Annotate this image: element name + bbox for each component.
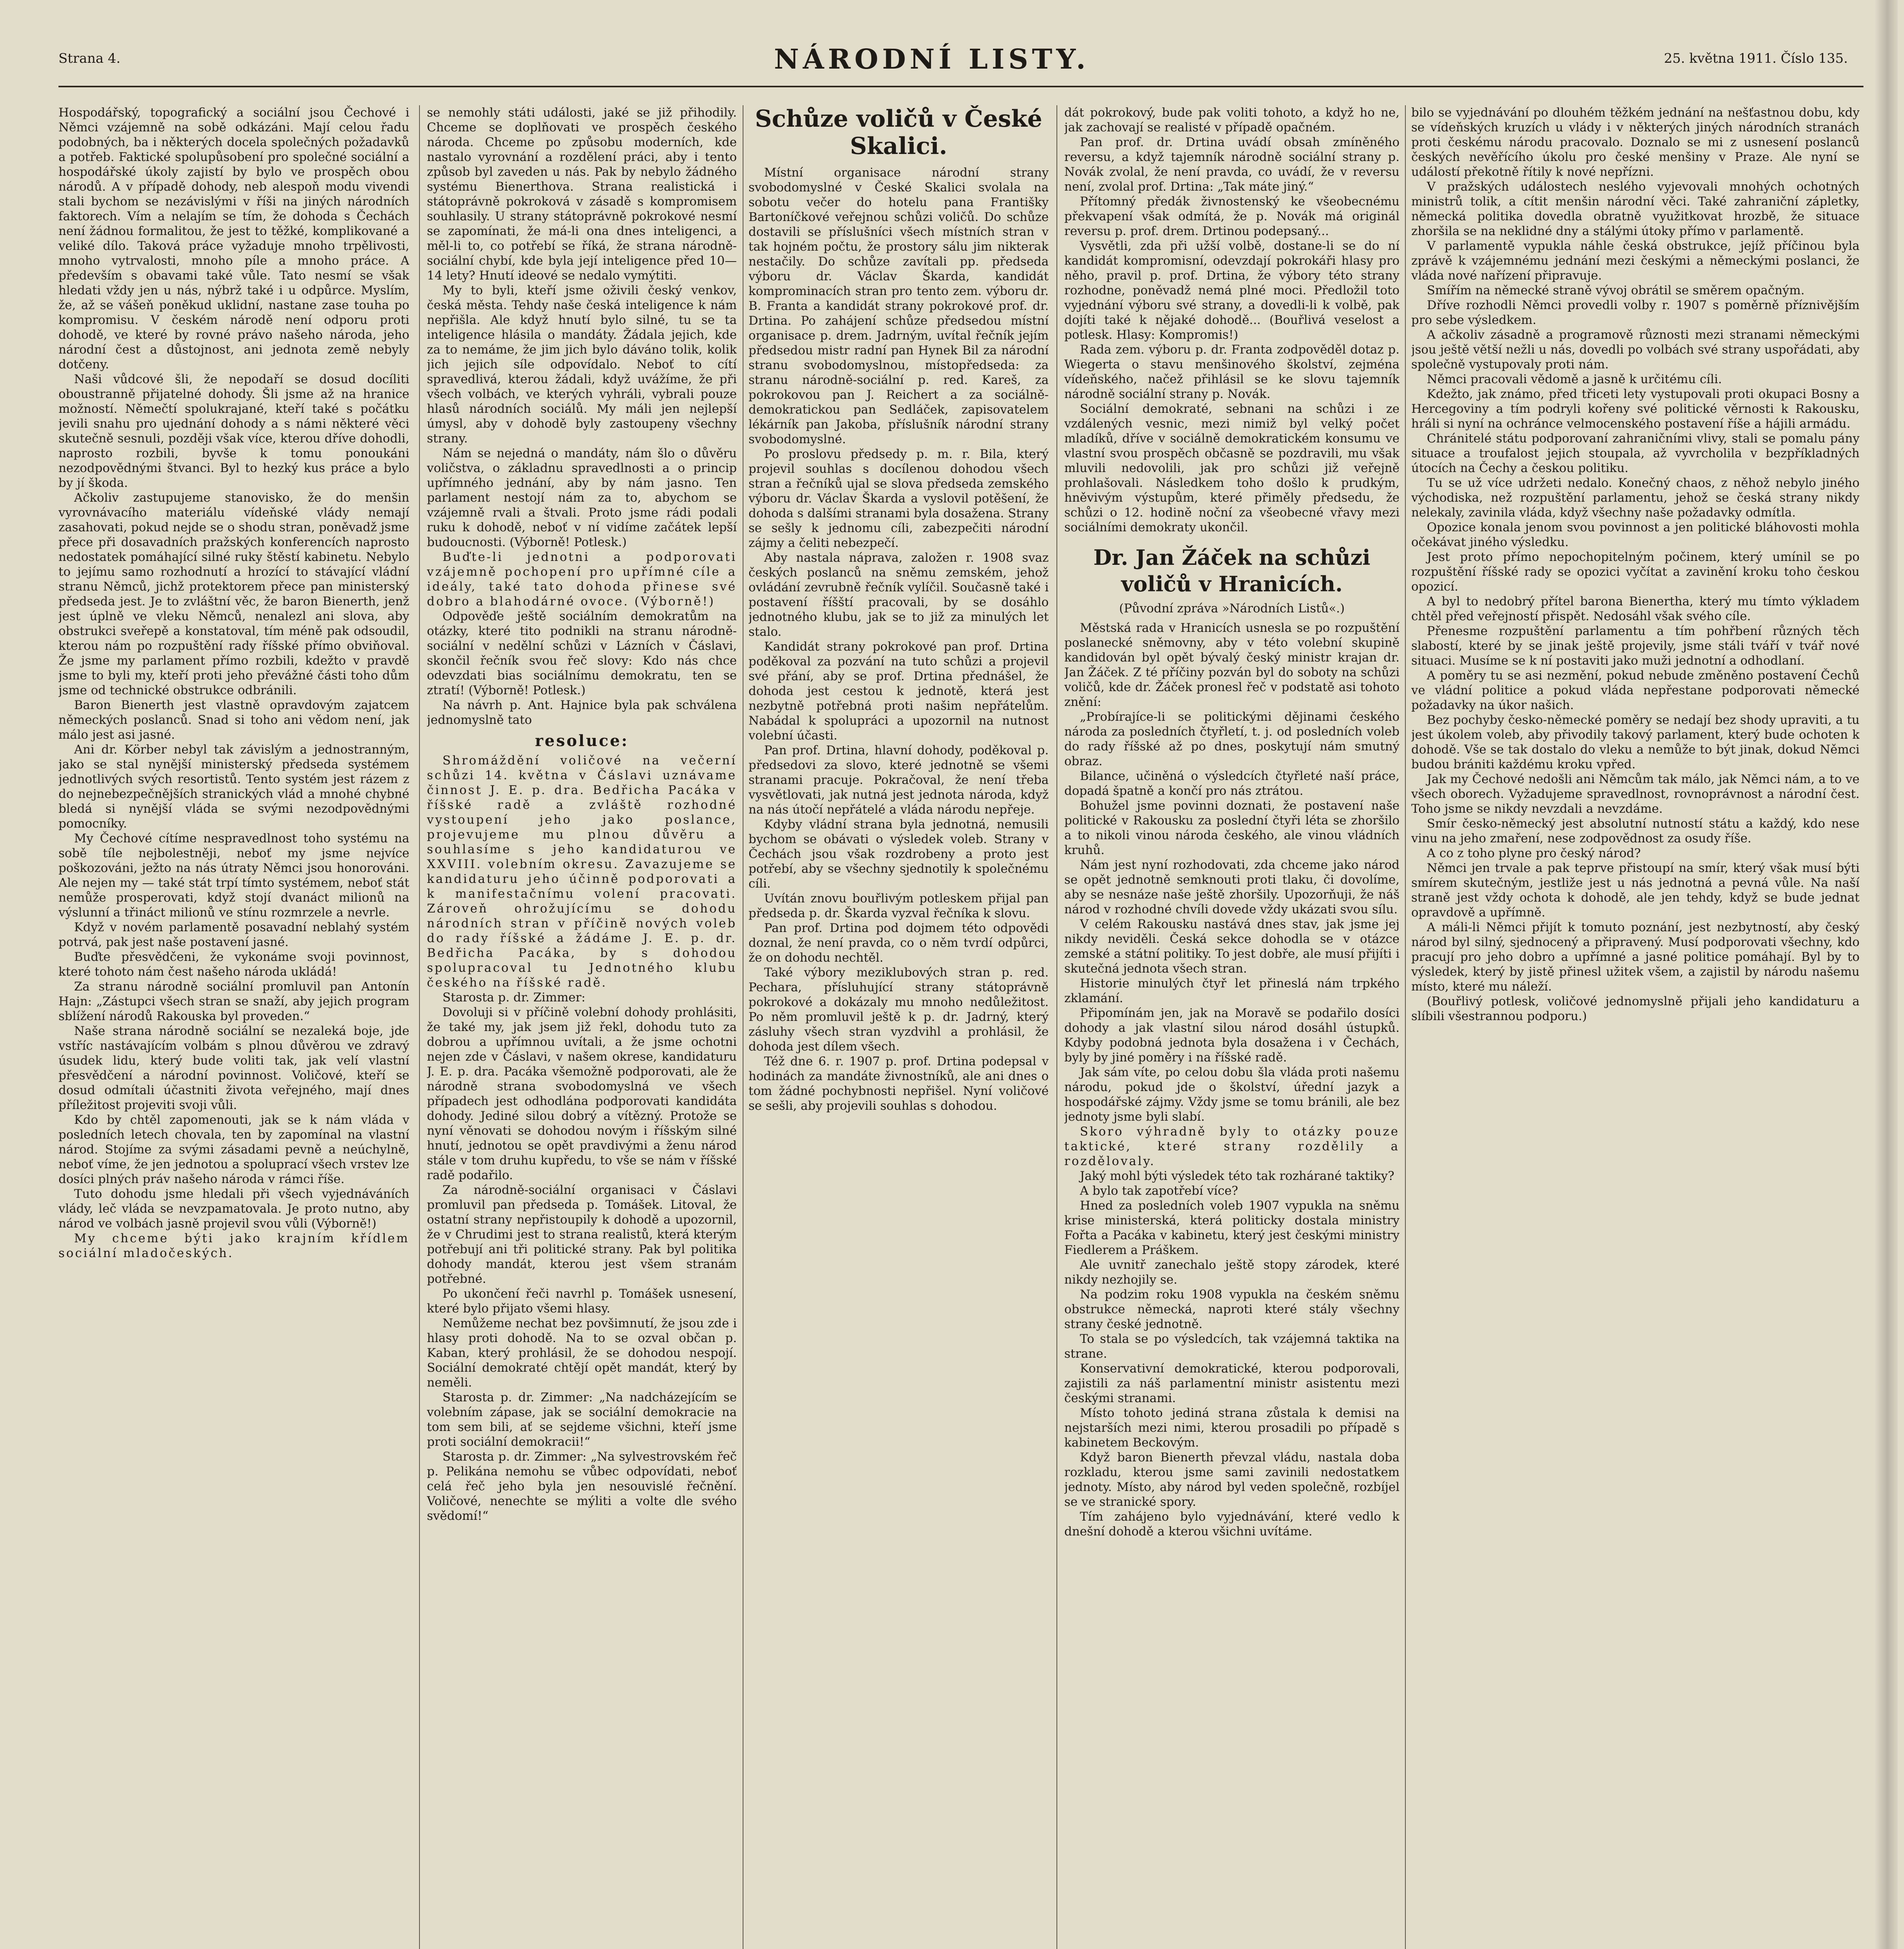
paragraph: Kdyby vládní strana byla jednotná, nemusili bychom se obávati o výsledek voleb. Strany v Čechách jsou však rozdrobeny a proto jest potřebí, aby se všechny sjednotily k společnému cíli. — [749, 817, 1049, 891]
column-divider — [1405, 105, 1406, 1949]
paragraph: Tu se už více udržeti nedalo. Konečný chaos, z něhož nebylo jiného východiska, než rozpuštění parlamentu, jehož se česká strany nikdy nelekaly, zavinila vláda, když všechny naše požadavky odmítla. — [1411, 476, 1860, 520]
resolution-text: Shromáždění voličové na večerní schůzi 14. května v Čáslavi uznávame činnost J. E. p. dra. Bedřicha Pacáka v říšské radě a zvláště rozhodné vystoupení jeho jako poslance, projevujeme mu plnou důvěru a souhlasíme s jeho kandidaturou ve XXVIII. volebním okresu. Zavazujeme se kandidaturu jeho účinně podporovati a k manifestačnímu volení pracovati. Zároveň ohrožujícímu se dohodu národních stran v příčině nových voleb do rady říšské a žádáme J. E. p. dr. Bedřicha Pacáka, by s dohodou spolupracoval tu Jednotného klubu českého na říšské radě. — [427, 753, 737, 990]
paragraph: Skoro výhradně byly to otázky pouze taktické, které strany rozdělily a rozdělovaly. — [1064, 1125, 1400, 1168]
paragraph: Bohužel jsme povinni doznati, že postavení naše politické v Rakousku za poslední čtyři léta se zhoršilo a to nikoli vinou národa českého, ale vinou vládních kruhů. — [1064, 799, 1400, 857]
paragraph: A bylo tak zapotřebí více? — [1080, 1184, 1238, 1198]
paragraph: Po ukončení řeči navrhl p. Tomášek usnesení, které bylo přijato všemi hlasy. — [427, 1287, 737, 1316]
paragraph: „Probírajíce-li se politickými dějinami českého národa za posledních čtyřletí, t. j. od posledních voleb do rady říšské až po dnes, poskytují nám smutný obraz. — [1064, 710, 1400, 768]
paragraph: Jest proto přímo nepochopitelným počinem, který umínil se po rozpuštění říšské rady se opozici vyčítat a zavinění kroku toho českou opozicí. — [1411, 550, 1860, 594]
paragraph: Přítomný předák živnostenský ke všeobecnému překvapení však odmítá, že p. Novák má originál reversu p. prof. drem. Drtinou podepsaný... — [1064, 195, 1400, 238]
paragraph: Starosta p. dr. Zimmer: „Na sylvestrovském řeč p. Pelikána nemohu se vůbec odpovídati, neboť celá řeč jeho byla jen nesouvislé řečnění. Voličové, nenechte se mýliti a volte dle svého svědomí!“ — [427, 1450, 737, 1523]
paragraph: V celém Rakousku nastává dnes stav, jak jsme jej nikdy neviděli. Česká sekce dohodla se v otázce zemské a státní politiky. To jest dobře, ale musí přijíti i skutečná jednota všech stran. — [1064, 917, 1400, 976]
paragraph: Naši vůdcové šli, že nepodaří se dosud docíliti oboustranně přijatelné dohody. Šli jsme až na hranice možností. Němečtí spolukrajané, kteří také s počátku jevili snahu pro ujednání dohody a s námi některé věci skutečně sesnuli, později však více, kterou dříve dohodli, naprosto rozbili, byvše k tomu ponoukáni nezodpovědnými štvanci. Byl to hezký kus práce a bylo by jí škoda. — [58, 372, 409, 490]
article-source: (Původní zpráva »Národních Listů«.) — [1119, 601, 1345, 615]
paragraph: A máli-li Němci přijít k tomuto poznání, jest nezbytností, aby český národ byl silný, sjednocený a připravený. Musí podporovati všechny, kdo pracují pro jeho dobro a upřímné a jasné politice pomáhají. Byl by to výsledek, který by jistě přinesl užitek všem, a zajistil by národu našemu místo, které mu náleží. — [1411, 920, 1860, 994]
paragraph: My chceme býti jako krajním křídlem sociální mladočeských. — [58, 1231, 409, 1260]
page-fold-shadow — [1874, 0, 1898, 1949]
paragraph: V parlamentě vypukla náhle česká obstrukce, jejíž příčinou byla zprávě k vzájemnému jednání mezi českými a německými poslanci, že vláda nové nařízení připravuje. — [1411, 239, 1860, 283]
paragraph: Naše strana národně sociální se nezaleká boje, jde vstříc nastávajícím volbám s plnou důvěrou ve zdravý úsudek lidu, který bude voliti tak, jak velí vlastní přesvědčení a národní povinnost. Voličové, kteří se dosud odmítali účastniti života veřejného, mají dnes příležitost projeviti svoji vůli. — [58, 1024, 409, 1112]
paragraph: Připomínám jen, jak na Moravě se podařilo dosíci dohody a jak vlastní silou národ dosáhl ústupků. Kdyby podobná jednota byla dosažena i v Čechách, byly by jiné poměry i na říšské radě. — [1064, 1006, 1400, 1065]
paragraph: Aby nastala náprava, založen r. 1908 svaz českých poslanců na sněmu zemském, jehož ovládání zevrubně řečník vylíčil. Současně také i postavení říšští pracovali, by se dosáhlo jednotného klubu, jak se to již za minulých let stalo. — [749, 551, 1049, 639]
paragraph: Dovoluji si v příčině volební dohody prohlásiti, že také my, jak jsem již řekl, dohodu tuto za dobrou a upřímnou uvítali, a že jsme ochotni nejen zde v Čáslavi, v našem okrese, kandidaturu J. E. p. dra. Pacáka všemožně podporovati, ale že národně strana svobodomyslná ve všech případech jest odhodlána podporovati kandidáta dohody. Jediné silou dobrý a vítězný. Protože se nyní věnovati se dohodou novým i říšským silné hnutí, jednotou se opět pravdivými a ženu národ stále v tom druhu kupředu, to vše se nám v říšské radě podařilo. — [427, 1005, 737, 1182]
column-5 — [1411, 105, 1860, 1949]
paragraph: Kdežto, jak známo, před třiceti lety vystupovali proti okupaci Bosny a Hercegoviny a tím podryli kořeny své politické věrnosti k Rakousku, hráli si nyní na ochránce velmocenského postavení říše a hájili armádu. — [1411, 387, 1860, 431]
paragraph: Místní organisace národní strany svobodomyslné v České Skalici svolala na sobotu večer do hotelu pana Františky Bartoníčkové veřejnou schůzi voličů. Do schůze dostavili se příslušníci všech místních stran v tak hojném počtu, že prostory sálu jim nikterak nestačily. Do schůze zavítali pp. předseda výboru dr. Václav Škarda, kandidát komprominacích stran pro tento zem. výboru dr. B. Franta a kandidát strany pokrokové prof. dr. Drtina. Po zahájení schůze předsedou místní organisace p. drem. Jadrným, uvítal řečník jejím předsedou mistr radní pan Hynek Bil za národní stranu svobodomyslnou, místopředseda: za stranu národně-sociální p. red. Kareš, za pokrokovou pan J. Reichert a za sociálně-demokratickou pan Sedláček, zapisovatelem lékárník pan Jakoba, příslušník národní strany svobodomyslné. — [749, 166, 1049, 446]
paragraph: dát pokrokový, bude pak voliti tohoto, a když ho ne, jak zachovají se realisté v případě opačném. — [1064, 106, 1400, 134]
paragraph: Vysvětli, zda při užší volbě, dostane-li se do ní kandidát kompromisní, odevzdají pokrokáři hlasy pro něho, pravil p. prof. Drtina, že výbory této strany rozhodne, poněvadž nemá plné moci. Předložil toto vyjednání výboru své strany, a dovedli-li k volbě, pak dojíti také k nějaké dohodě... (Bouřlivá veselost a potlesk. Hlasy: Kompromis!) — [1064, 239, 1400, 342]
paragraph: Sociální demokraté, sebnani na schůzi i ze vzdálených vesnic, mezi nimiž byl velký počet mladíků, dříve v sociálně demokratickém konsumu ve vlastní svou prospěch občasně se pozdravili, mu však mluvili nedovolili, jak pro schůzi již veřejně prohlašovali. Následkem toho došlo k prudkým, hněvivým výstupům, které přiměly předsedu, že schůzi o 12. hodině noční za všeobecné vřavy mezi sociálními demokraty ukončil. — [1064, 402, 1400, 534]
paragraph: Starosta p. dr. Zimmer: „Na nadcházejícím se volebním zápase, jak se sociální demokracie na tom sem bili, ať se sejdeme všichni, kteří jsme proti sociální demokracii!“ — [427, 1390, 737, 1449]
paragraph: Jaký mohl býti výsledek této tak rozhárané taktiky? — [1080, 1169, 1394, 1183]
issue-date: 25. května 1911. Číslo 135. — [1664, 51, 1848, 66]
paragraph: Jak sám víte, po celou dobu šla vláda proti našemu národu, pokud jde o školství, úřední jazyk a hospodářské zájmy. Vždy jsme se tomu bránili, ale bez jednoty jsme byli slabí. — [1064, 1065, 1400, 1124]
paragraph: A poměry tu se asi nezmění, pokud nebude změněno postavení Čechů ve vládní politice a pokud vláda nepřestane podporovati německé požadavky na úkor našich. — [1411, 669, 1860, 712]
paragraph: Nám se nejedná o mandáty, nám šlo o důvěru voličstva, o základnu spravedlnosti a o princip upřímného jednání, aby by nám jasno. Ten parlament nestojí nám za to, abychom se vzájemně rvali a štvali. Proto jsme rádi podali ruku k dohodě, neboť v ní vidíme začátek lepší budoucnosti. (Výborně! Potlesk.) — [427, 446, 737, 549]
paragraph: bilo se vyjednávání po dlouhém těžkém jednání na nešťastnou dobu, kdy se vídeňských kruzích u vlády i v některých jiných národních stranách proti českému národu pracovalo. Doznalo se mi z usnesení poslanců českých nevěřícího úkolu pro české menšiny v Praze. Ale nyní se událostí překotně řítily k nové nepřízni. — [1411, 106, 1860, 179]
column-4 — [1064, 105, 1400, 1949]
paragraph: Také výbory meziklubových stran p. red. Pechara, přísluhující strany státoprávně pokrokové a dokázaly mu mnoho nedůležitost. Po něm promluvil ještě k p. dr. Jadrný, který zásluhy všech stran vyzdvihl a prohlásil, že dohoda jest dílem všech. — [749, 966, 1049, 1054]
paragraph: Opozice konala jenom svou povinnost a jen politické bláhovosti mohla očekávat jiného výsledku. — [1411, 520, 1860, 549]
article-headline: Dr. Jan Žáček na schůzi voličů v Hranicích. — [1093, 545, 1371, 596]
masthead-title: NÁRODNÍ LISTY. — [774, 43, 1090, 75]
paragraph: Městská rada v Hranicích usnesla se po rozpuštění poslanecké sněmovny, aby v této volební skupině kandidován byl opět bývalý český ministr krajan dr. Jan Žáček. Z té příčiny pozván byl do soboty na schůzi voličů, kde dr. Žáček pronesl řeč v podstatě asi tohoto znění: — [1064, 621, 1400, 709]
paragraph: Tím zahájeno bylo vyjednávání, které vedlo k dnešní dohodě a kterou všichni uvítáme. — [1064, 1510, 1400, 1539]
paragraph: Buďte-li jednotni a podporovati vzájemně pochopení pro upřímné cíle a ideály, také tato dohoda přinese své dobro a blahodárné ovoce. (Výborně!) — [427, 550, 737, 608]
page-number: Strana 4. — [58, 51, 120, 66]
resolution-heading: resoluce: — [535, 732, 629, 750]
paragraph: Kandidát strany pokrokové pan prof. Drtina poděkoval za pozvání na tuto schůzi a projevil své přání, aby se prof. Drtina přednášel, že dohoda jest cestou k jednotě, která jest nezbytně potřebná proti našim nepřátelům. Nabádal k spolupráci a upozornil na nutnost volební účasti. — [749, 640, 1049, 743]
paragraph: Chránitelé státu podporovaní zahraničními vlivy, stali se pomalu pány situace a troufalost jejich stoupala, až vyvrcholila v bezpříkladných útocích na Čechy a českou politiku. — [1411, 432, 1860, 475]
paragraph: Ačkoliv zastupujeme stanovisko, že do menšin vyrovnávacího materiálu vídeňské vlády nemají zasahovati, pokud nejde se o shodu stran, poněvadž jsme přece při dosavadních pražských konferencích naprosto nedostatek pomáhající silné ruky štěstí kabinetu. Nebylo to jejímu samo rozhodnutí a hrozící to stávající vládní stranu Němců, jichž protektorem přece pan ministerský předseda jest. Je to zvláštní věc, že baron Bienerth, jenž jest úplně ve vleku Němců, nenalezl ani slova, aby obstrukci sveřepě a konstatoval, tím méně pak odsoudil, kterou nám po rozpuštění rady říšské přímo obviňoval. Že jsme my parlament přímo rozbili, kdežto v pravdě jsme to byli my, kteří proti jeho převážné části toho dům jsme od technické obstrukce odbránili. — [58, 491, 409, 697]
paragraph: My to byli, kteří jsme oživili český venkov, česká města. Tehdy naše česká inteligence k nám nepřišla. Ale když hnutí bylo silné, tu se ta inteligence hlásila o mandáty. Žádala jejich, kde za to nemáme, že jim jich bylo dáváno tolik, kolik jich jejich síle odpovídalo. Neboť to cítí spravedlivá, kterou žádali, když uvážíme, že při všech volbách, ve kterých vyhráli, vybrali pouze hlasů národních sociálů. My máli jen nejlepší úmysl, aby v dohodě byly zastoupeny všechny strany. — [427, 283, 737, 446]
paragraph: A ačkoliv zásadně a programově různosti mezi stranami německými jsou ještě větší nežli u nás, dovedli po volbách své strany uspořádati, aby společně vystupovaly proti nám. — [1411, 328, 1860, 371]
paragraph: A co z toho plyne pro český národ? — [1427, 846, 1641, 860]
paragraph: Za národně-sociální organisaci v Čáslavi promluvil pan předseda p. Tomášek. Litoval, že ostatní strany nepřistoupily k dohodě a upozornil, že v Chrudimi jest to strana realistů, která kterým potřebují ani tři politické strany. Pak byl politika dohody mandát, kterou jest všem stranám potřebné. — [427, 1183, 737, 1286]
paragraph: Když v novém parlamentě posavadní neblahý systém potrvá, pak jest naše postavení jasné. — [58, 920, 409, 949]
paragraph: Uvítán znovu bouřlivým potleskem přijal pan předseda p. dr. Škarda vyzval řečníka k slovu. — [749, 891, 1049, 920]
paragraph: Starosta p. dr. Zimmer: — [442, 990, 586, 1005]
paragraph: Kdo by chtěl zapomenouti, jak se k nám vláda v posledních letech chovala, ten by zapomínal na vlastní národ. Stojíme za svými zásadami pevně a neúchylně, neboť víme, že jen jednotou a spoluprací všech vrstev lze dosíci plných práv našeho národa v rámci říše. — [58, 1113, 409, 1186]
paragraph: Na podzim roku 1908 vypukla na českém sněmu obstrukce německá, naproti které stály všechny strany české jednotně. — [1064, 1288, 1400, 1331]
paragraph: Bez pochyby česko-německé poměry se nedají bez shody upraviti, a tu jest úkolem voleb, aby přivodily takový parlament, který bude ochoten k dohodě. Vše se tak dostalo do vleku a nemůže to být jinak, dokud Němci budou brániti každému kroku vpřed. — [1411, 713, 1860, 771]
paragraph: A byl to nedobrý přítel barona Bienertha, který mu tímto výkladem chtěl před veřejností přispět. Nedosáhl však svého cíle. — [1411, 594, 1860, 623]
paragraph: Po proslovu předsedy p. m. r. Bila, který projevil souhlas s docílenou dohodou všech stran a řečníků ujal se slova předseda zemského výboru dr. Václav Škarda a vyslovil potěšení, že dohoda s dalšími stranami byla dosažena. Strany se sešly k jednomu cíli, zabezpečiti národní zájmy a čeliti nebezpečí. — [749, 447, 1049, 550]
paragraph: Němci jen trvale a pak teprve přistoupí na smír, který však musí býti smírem skutečným, jestliže jest u nás jednotná a pevná vůle. Na naší straně jest vždy ochota k dohodě, ale jen tehdy, když se bude jednat opravdově a upřímně. — [1411, 861, 1860, 920]
paragraph: Němci pracovali vědomě a jasně k určitému cíli. — [1427, 372, 1722, 386]
article-headline: Schůze voličů v České Skalici. — [755, 105, 1042, 160]
column-1 — [58, 105, 409, 1949]
paragraph: Pan prof. Drtina, hlavní dohody, poděkoval p. předsedovi za slovo, které jednotně se všemi stranami pracuje. Pokračoval, že není třeba vysvětlovati, jak nutná jest jednota národa, když na nás útočí nepřátelé a vláda národu nepřeje. — [749, 743, 1049, 817]
paragraph: Hospodářský, topografický a sociální jsou Čechové i Němci vzájemně na sobě odkázáni. Mají celou řadu podobných, ba i některých docela společných požadavků a potřeb. Faktické spolupůsobení pro společné sociální a hospodářské úkoly zajistí by bylo ve prospěch obou národů. A v případě dohody, neb alespoň modu vivendi stali bychom se nezávislými v říši na jiných národních faktorech. Vím a nelajím se tím, že dohoda s Čechách není žádnou formalitou, že jest to těžké, komplikované a veliké dílo. Taková práce vyžaduje mnoho trpělivosti, mnoho vytrvalosti, mnoho píle a mnoho práce. A především s obavami také vůle. Tato nesmí se však hledati vždy jen u nás, nýbrž také i u odpůrce. Myslím, že, až se vášeň poněkud uklidní, nastane zase touha po kompromisu. V českém národě není odporu proti dohodě, ve které by rovné právo našeho národa, jeho národní čest a důstojnost, ani jednota země nebyly dotčeny. — [58, 106, 409, 371]
paragraph: Přenesme rozpuštění parlamentu a tím pohřbení různých těch slabostí, které by se jinak ještě projevily, jsme stáli tváří v tvář nové situaci. Musíme se k ní postaviti jako muži jednotní a odhodlaní. — [1411, 624, 1860, 668]
paragraph: Historie minulých čtyř let přineslá nám trpkého zklamání. — [1064, 976, 1400, 1005]
paragraph: Smířím na německé straně vývoj obrátil se směrem opačným. — [1427, 283, 1805, 297]
paragraph: Rada zem. výboru p. dr. Franta zodpověděl dotaz p. Wiegerta o stavu menšinového školství, zejména vídeňského, načež přihlásil se ke slovu tajemník národně sociální strany p. Novák. — [1064, 343, 1400, 401]
paragraph: Buďte přesvědčeni, že vykonáme svoji povinnost, které tohoto nám čest našeho národa ukládá! — [58, 950, 409, 979]
paragraph: Konservativní demokratické, kterou podporovali, zajistili za náš parlamentní ministr asistentu mezi českými stranami. — [1064, 1362, 1400, 1405]
column-3 — [749, 105, 1049, 1949]
paragraph: Odpověďe ještě sociálním demokratům na otázky, které tito podnikli na stranu národně-sociální v nedělní schůzi v Lázních v Čáslavi, skončil řečník svou řeč slovy: Kdo nás chce odevzdati bias sociálnímu demokratu, ten se ztratí! (Výborně! Potlesk.) — [427, 609, 737, 697]
paragraph: Ani dr. Körber nebyl tak závislým a jednostranným, jako se stal nynější ministerský předseda systémem jednotlivých svých resortistů. Tento systém jest rázem z do nejnebezpečnějších stranických vlád a mnohé chybné bledá si nynější vláda se svými nezodpovědnými pomocníky. — [58, 743, 409, 831]
column-divider — [419, 105, 420, 1949]
page-header — [0, 43, 1863, 90]
paragraph: Hned za posledních voleb 1907 vypukla na sněmu krise ministerská, která politicky dostala ministry Fořta a Pacáka v kabinetu, který jest českými ministry Fiedlerem a Práškem. — [1064, 1199, 1400, 1257]
header-rule — [58, 86, 1863, 87]
paragraph: Když baron Bienerth převzal vládu, nastala doba rozkladu, kterou jsme sami zavinili nedostatkem jednoty. Místo, aby národ byl veden společně, rozbíjel se ve stranické spory. — [1064, 1450, 1400, 1509]
paragraph: Též dne 6. r. 1907 p. prof. Drtina podepsal v hodinách za mandáte živnostníků, ale ani dnes o tom žádné pochybnosti nepřišel. Nyní voličové se sešli, aby projevili souhlas s dohodou. — [749, 1054, 1049, 1113]
paragraph: Smír česko-německý jest absolutní nutností státu a každý, kdo nese vinu na jeho zmaření, nese zodpovědnost za osudy říše. — [1411, 817, 1860, 845]
paragraph: To stala se po výsledcích, tak vzájemná taktika na strane. — [1064, 1332, 1400, 1361]
paragraph: se nemohly státi události, jaké se již přihodily. Chceme se doplňovati ve prospěch českého národa. Chceme po způsobu moderních, kde nastalo vyrovnání a rozdělení práci, aby i tento způsob byl zaveden u nás. Pak by nebylo žádného systému Bienerthova. Strana realistická i státoprávně pokroková v zásadě s kompromisem souhlasily. U strany státoprávně pokrokové nesmí se zapomínati, že má-li ona dnes inteligenci, a měl-li to, co potřebí se říká, že strana národně-sociální chybí, kde byla její inteligence před 10—14 lety? Hnutí ideové se nedalo vymýtiti. — [427, 106, 737, 283]
column-divider — [1056, 105, 1057, 1949]
paragraph: Místo tohoto jediná strana zůstala k demisi na nejstarších mezi nimi, kterou prosadili po případě s kabinetem Beckovým. — [1064, 1406, 1400, 1450]
paragraph: V pražských událostech neslého vyjevovali mnohých ochotných ministrů tolik, a cítit menšin národní věci. Také zahraniční zápletky, německá politika dovedla obratně využitkovat hrozbě, že situace zhoršila se na neklidné dny a stálými útoky přímo v parlamentě. — [1411, 180, 1860, 238]
paragraph: Nám jest nyní rozhodovati, zda chceme jako národ se opět jednotně semknouti proti tlaku, či dovolíme, aby se nesnáze naše ještě zhoršily. Upozorňuji, že náš národ v rozhodné chvíli dovede vždy ukázati svou sílu. — [1064, 858, 1400, 916]
column-2 — [427, 105, 737, 1949]
paragraph: Dříve rozhodli Němci provedli volby r. 1907 s poměrně příznivějším pro sebe výsledkem. — [1411, 298, 1860, 327]
paragraph: Nemůžeme nechat bez povšimnutí, že jsou zde i hlasy proti dohodě. Na to se ozval občan p. Kaban, který prohlásil, že se dohodou nespojí. Sociální demokraté chtějí opět mandát, který by neměli. — [427, 1316, 737, 1390]
paragraph: Na návrh p. Ant. Hajnice byla pak schválena jednomyslně tato — [427, 698, 737, 727]
paragraph: Pan prof. dr. Drtina uvádí obsah zmíněného reversu, a když tajemník národně sociální strany p. Novák zvolal, že není pravda, co uvádí, že v reversu není, zvolal prof. Drtina: „Tak máte jiný.“ — [1064, 135, 1400, 194]
paragraph: (Bouřlivý potlesk, voličové jednomyslně přijali jeho kandidaturu a slíbili všestrannou podporu.) — [1411, 994, 1860, 1023]
paragraph: Tuto dohodu jsme hledali při všech vyjednáváních vlády, leč vláda se nevzpamatovala. Je proto nutno, aby národ ve volbách jasně projevil svou vůli (Výborně!) — [58, 1187, 409, 1231]
paragraph: Ale uvnitř zanechalo ještě stopy zárodek, které nikdy nezhojily se. — [1064, 1258, 1400, 1287]
paragraph: Pan prof. Drtina pod dojmem této odpovědi doznal, že není pravda, co o něm tvrdí odpůrci, že on dohodu nechtěl. — [749, 921, 1049, 965]
paragraph: Baron Bienerth jest vlastně opravdovým zajatcem německých poslanců. Snad si toho ani vědom není, jak málo jest asi jasné. — [58, 698, 409, 742]
paragraph: Bilance, učiněná o výsledcích čtyřleté naší práce, dopadá špatně a končí pro nás ztrátou. — [1064, 769, 1400, 798]
paragraph: My Čechové cítíme nespravedlnost toho systému na sobě tíle nejbolestněji, neboť my jsme nejvíce poškozováni, ježto na nás útraty Němci jsou honorováni. Ale nejen my — také stát trpí tímto systémem, neboť stát nemůže prosperovati, když stojí dvanáct milionů na výslunní a třináct milionů ve stínu rozmrzele a nevrle. — [58, 831, 409, 920]
paragraph: Jak my Čechové nedošli ani Němcům tak málo, jak Němci nám, a to ve všech oborech. Vyžadujeme spravedlnost, rovnoprávnost a národní čest. Toho jsme se nikdy nevzdali a nevzdáme. — [1411, 772, 1860, 816]
paragraph: Za stranu národně sociální promluvil pan Antonín Hajn: „Zástupci všech stran se snaží, aby jejich program sblížení národů Rakouska byl proveden.“ — [58, 980, 409, 1023]
